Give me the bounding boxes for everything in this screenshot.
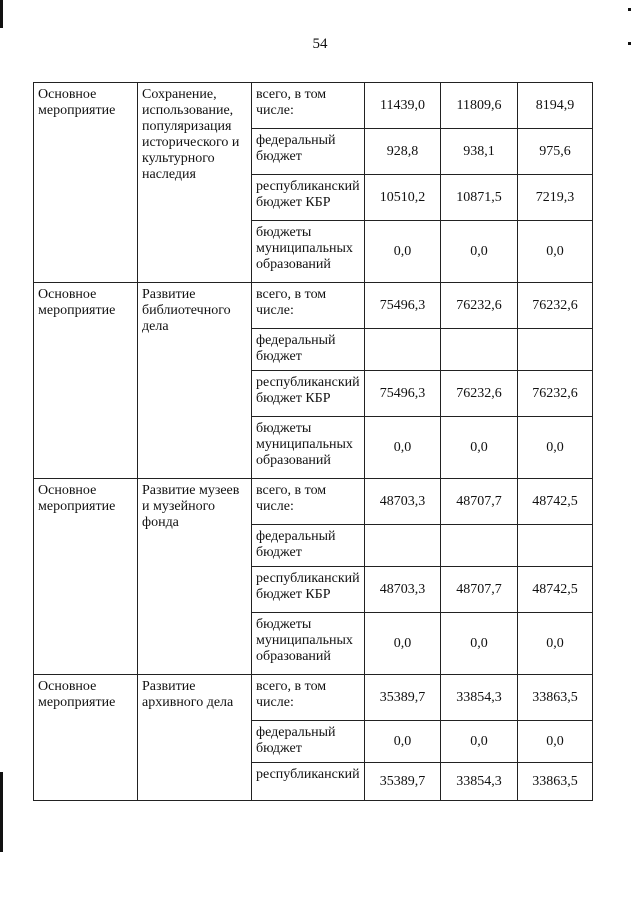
- event-type-cell: Основное мероприятие: [34, 479, 138, 675]
- amount-year-2-cell: 0,0: [441, 613, 518, 675]
- funding-source-cell: всего, в том числе:: [252, 283, 365, 329]
- table-row: [34, 479, 593, 525]
- amount-year-3-cell: 0,0: [518, 721, 593, 763]
- amount-year-2-cell: [441, 329, 518, 371]
- page-number: 54: [312, 36, 328, 52]
- table-row: [34, 675, 593, 721]
- funding-source-cell: федеральный бюджет: [252, 129, 365, 175]
- amount-year-1-cell: 48703,3: [365, 479, 441, 525]
- amount-year-3-cell: 48742,5: [518, 479, 593, 525]
- amount-year-1-cell: 0,0: [365, 613, 441, 675]
- amount-year-3-cell: 975,6: [518, 129, 593, 175]
- amount-year-1-cell: [365, 525, 441, 567]
- amount-year-1-cell: 928,8: [365, 129, 441, 175]
- scan-mark-top-left: [0, 0, 3, 28]
- amount-year-3-cell: [518, 329, 593, 371]
- funding-source-cell: бюджеты муниципальных образований: [252, 613, 365, 675]
- funding-source-cell: республиканский бюджет КБР: [252, 175, 365, 221]
- funding-source-cell: федеральный бюджет: [252, 721, 365, 763]
- amount-year-2-cell: 11809,6: [441, 83, 518, 129]
- scan-mark-bottom-left: [0, 772, 3, 852]
- amount-year-1-cell: 35389,7: [365, 763, 441, 801]
- amount-year-1-cell: 10510,2: [365, 175, 441, 221]
- amount-year-1-cell: 0,0: [365, 721, 441, 763]
- activity-name-cell: Сохранение, использование, популяризация исторического и культурного наследия: [138, 83, 252, 283]
- amount-year-3-cell: 33863,5: [518, 675, 593, 721]
- funding-source-cell: всего, в том числе:: [252, 479, 365, 525]
- amount-year-3-cell: 8194,9: [518, 83, 593, 129]
- funding-source-cell: республиканский бюджет КБР: [252, 371, 365, 417]
- amount-year-1-cell: 35389,7: [365, 675, 441, 721]
- funding-source-cell: федеральный бюджет: [252, 329, 365, 371]
- funding-source-cell: бюджеты муниципальных образований: [252, 417, 365, 479]
- amount-year-2-cell: 48707,7: [441, 567, 518, 613]
- event-type-cell: Основное мероприятие: [34, 675, 138, 801]
- amount-year-2-cell: 76232,6: [441, 371, 518, 417]
- amount-year-1-cell: 0,0: [365, 221, 441, 283]
- amount-year-3-cell: 0,0: [518, 613, 593, 675]
- funding-source-cell: всего, в том числе:: [252, 675, 365, 721]
- amount-year-2-cell: 33854,3: [441, 675, 518, 721]
- amount-year-2-cell: 938,1: [441, 129, 518, 175]
- activity-name-cell: Развитие архивного дела: [138, 675, 252, 801]
- amount-year-2-cell: [441, 525, 518, 567]
- amount-year-1-cell: 48703,3: [365, 567, 441, 613]
- amount-year-1-cell: 75496,3: [365, 283, 441, 329]
- activity-name-cell: Развитие библиотечного дела: [138, 283, 252, 479]
- amount-year-2-cell: 48707,7: [441, 479, 518, 525]
- scan-mark-top-right: [628, 8, 631, 11]
- activity-name-cell: Развитие музеев и музейного фонда: [138, 479, 252, 675]
- amount-year-3-cell: 76232,6: [518, 371, 593, 417]
- amount-year-3-cell: 76232,6: [518, 283, 593, 329]
- amount-year-2-cell: 0,0: [441, 221, 518, 283]
- amount-year-3-cell: 7219,3: [518, 175, 593, 221]
- amount-year-3-cell: 0,0: [518, 417, 593, 479]
- amount-year-2-cell: 10871,5: [441, 175, 518, 221]
- amount-year-1-cell: [365, 329, 441, 371]
- funding-source-cell: республиканский бюджет КБР: [252, 567, 365, 613]
- event-type-cell: Основное мероприятие: [34, 283, 138, 479]
- funding-source-cell: республиканский: [252, 763, 365, 801]
- amount-year-3-cell: 0,0: [518, 221, 593, 283]
- event-type-cell: Основное мероприятие: [34, 83, 138, 283]
- funding-source-cell: всего, в том числе:: [252, 83, 365, 129]
- budget-table: [33, 82, 593, 801]
- funding-source-cell: федеральный бюджет: [252, 525, 365, 567]
- amount-year-2-cell: 0,0: [441, 721, 518, 763]
- amount-year-2-cell: 33854,3: [441, 763, 518, 801]
- amount-year-1-cell: 0,0: [365, 417, 441, 479]
- amount-year-2-cell: 0,0: [441, 417, 518, 479]
- scan-mark-right: [628, 42, 631, 45]
- amount-year-2-cell: 76232,6: [441, 283, 518, 329]
- amount-year-1-cell: 11439,0: [365, 83, 441, 129]
- funding-source-cell: бюджеты муниципальных образований: [252, 221, 365, 283]
- table-row: [34, 283, 593, 329]
- amount-year-1-cell: 75496,3: [365, 371, 441, 417]
- amount-year-3-cell: [518, 525, 593, 567]
- amount-year-3-cell: 48742,5: [518, 567, 593, 613]
- table-row: [34, 83, 593, 129]
- amount-year-3-cell: 33863,5: [518, 763, 593, 801]
